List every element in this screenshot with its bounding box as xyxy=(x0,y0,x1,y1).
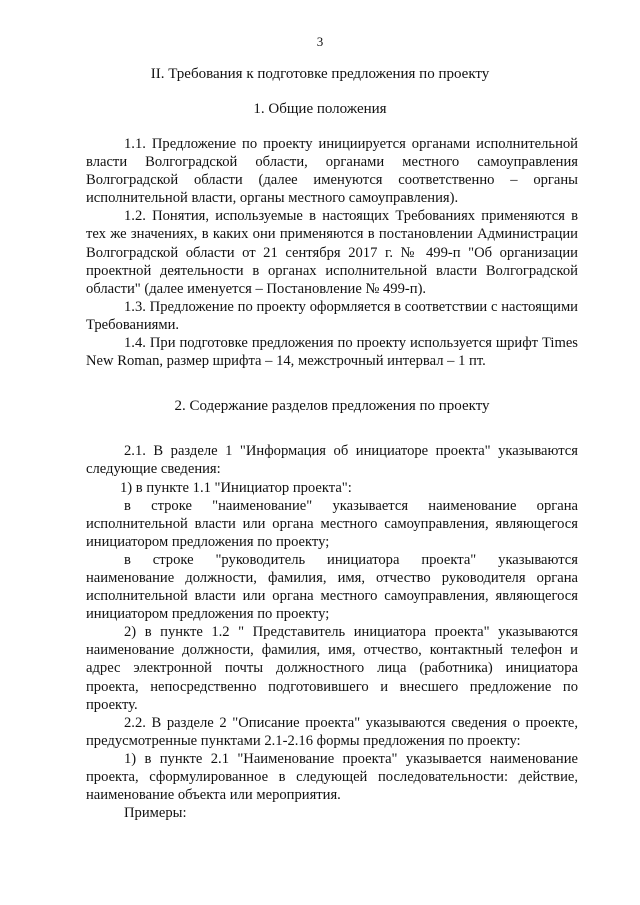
paragraph-2-1-line-name: в строке "наименование" указывается наименование органа исполнительной власти или органа местного самоуправления, являющегося инициатором предложения по проекту; xyxy=(86,497,578,550)
paragraph-2-2-item-1: 1) в пункте 2.1 "Наименование проекта" указывается наименование проекта, сформулированное в следующей последовательности: действие, наименование объекта или мероприятия. xyxy=(86,750,578,804)
subsection-title-contents: 2. Содержание разделов предложения по проекту xyxy=(174,398,490,415)
paragraph-1-1: 1.1. Предложение по проекту инициируется органами исполнительной власти Волгоградской области, органами местного самоуправления Волгоградской области (далее именуются соответственно – органы исполнительной власти, органы местного самоуправления). xyxy=(86,136,578,207)
paragraph-2-1-line-head: в строке "руководитель инициатора проекта" указываются наименование должности, фамилия, имя, отчество руководителя органа исполнительной власти или органа местного самоуправления, являющегося инициатором предложения по проекту; xyxy=(86,551,578,623)
subsection-title-general: 1. Общие положения xyxy=(253,101,387,117)
paragraph-1-3: 1.3. Предложение по проекту оформляется в соответствии с настоящими Требованиями. xyxy=(86,298,578,333)
page-number: 3 xyxy=(316,34,324,49)
paragraph-2-1: 2.1. В разделе 1 "Информация об инициаторе проекта" указываются следующие сведения: xyxy=(86,443,578,478)
document-body xyxy=(86,135,578,822)
paragraph-2-1-item-1: 1) в пункте 1.1 "Инициатор проекта": xyxy=(120,479,352,496)
paragraph-1-2: 1.2. Понятия, используемые в настоящих Требованиях применяются в тех же значениях, в каких они применяются в постановлении Администрации Волгоградской области от 21 сентября 2017 г. № 499-п "Об организации проектной деятельности в органах исполнительной власти Волгоградской области" (далее именуется – Постановление № 499-п). xyxy=(86,208,578,297)
paragraph-2-1-item-2: 2) в пункте 1.2 " Представитель инициатора проекта" указываются наименование должности, фамилия, имя, отчество, контактный телефон и адрес электронной почты должностного лица (работника) инициатора проекта, непосредственно подготовившего и внесшего предложение по проекту. xyxy=(86,624,578,713)
paragraph-2-2: 2.2. В разделе 2 "Описание проекта" указываются сведения о проекте, предусмотренные пунктами 2.1-2.16 формы предложения по проекту: xyxy=(86,714,578,749)
paragraph-1-4: 1.4. При подготовке предложения по проекту используется шрифт Times New Roman, размер шрифта – 14, межстрочный интервал – 1 пт. xyxy=(86,335,578,370)
section-title: II. Требования к подготовке предложения по проекту xyxy=(150,66,490,82)
paragraph-examples: Примеры: xyxy=(124,805,187,822)
